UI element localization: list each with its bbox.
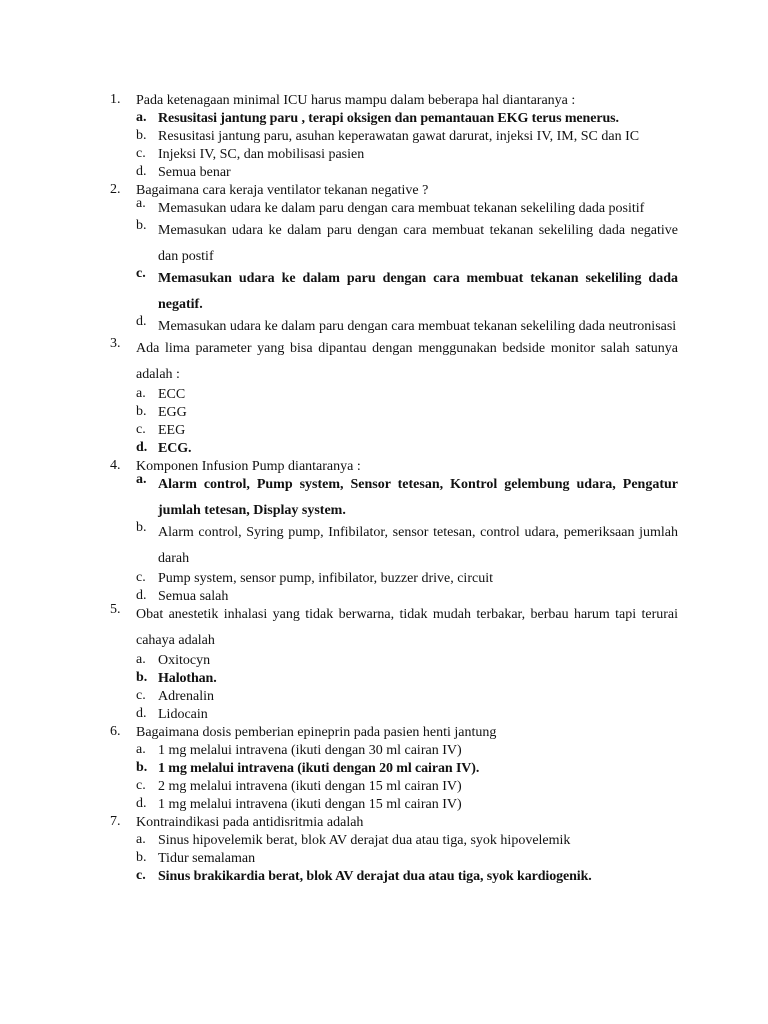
- answer-option-c: [0, 868, 768, 886]
- correct-answer-text: Memasukan udara ke dalam paru dengan cara membuat tekanan sekeliling dada negatif.: [158, 271, 678, 312]
- option-letter: d.: [136, 706, 147, 721]
- answer-option-c: [0, 266, 768, 318]
- answer-option-c: [0, 422, 768, 440]
- option-text: ECC: [158, 387, 186, 402]
- answer-option-b: [0, 760, 768, 778]
- question-text: Ada lima parameter yang bisa dipantau dengan menggunakan bedside monitor salah satunya adalah :: [136, 341, 678, 382]
- option-letter: c.: [136, 778, 146, 793]
- option-letter: d.: [136, 314, 147, 329]
- option-text: Lidocain: [158, 707, 208, 722]
- answer-option-b: [0, 404, 768, 422]
- option-letter: a.: [136, 742, 146, 757]
- option-letter: b.: [136, 404, 147, 419]
- answer-option-b: [0, 218, 768, 270]
- answer-option-c: [0, 570, 768, 588]
- option-text: Resusitasi jantung paru, asuhan keperawatan gawat darurat, injeksi IV, IM, SC dan IC: [158, 129, 640, 144]
- option-letter: a.: [136, 472, 147, 487]
- question-text: Pada ketenagaan minimal ICU harus mampu dalam beberapa hal diantaranya :: [136, 93, 576, 108]
- option-text: Tidur semalaman: [158, 851, 256, 866]
- answer-option-d: [0, 164, 768, 182]
- option-text: Alarm control, Syring pump, Infibilator, sensor tetesan, control udara, pemeriksaan jumlah darah: [158, 525, 678, 566]
- option-text: Oxitocyn: [158, 653, 211, 668]
- answer-option-a: [0, 832, 768, 850]
- answer-option-b: [0, 520, 768, 572]
- option-text: Semua salah: [158, 589, 229, 604]
- option-text: Memasukan udara ke dalam paru dengan cara membuat tekanan sekeliling dada neutronisasi: [158, 319, 677, 334]
- option-text: 1 mg melalui intravena (ikuti dengan 15 ml cairan IV): [158, 797, 462, 812]
- question-text: Komponen Infusion Pump diantaranya :: [136, 459, 361, 474]
- option-letter: b.: [136, 760, 148, 775]
- question-5: [0, 602, 768, 724]
- answer-option-d: [0, 706, 768, 724]
- correct-answer-text: Alarm control, Pump system, Sensor tetesan, Kontrol gelembung udara, Pengatur jumlah tetesan, Display system.: [158, 477, 678, 518]
- option-letter: c.: [136, 266, 146, 281]
- answer-option-a: [0, 110, 768, 128]
- option-text: Pump system, sensor pump, infibilator, buzzer drive, circuit: [158, 571, 493, 586]
- question-row: [0, 814, 768, 832]
- question-1: [0, 92, 768, 182]
- correct-answer-text: Resusitasi jantung paru , terapi oksigen dan pemantauan EKG terus menerus.: [158, 111, 619, 126]
- answer-option-c: [0, 778, 768, 796]
- option-letter: c.: [136, 688, 146, 703]
- correct-answer-text: Sinus brakikardia berat, blok AV derajat dua atau tiga, syok kardiogenik.: [158, 869, 592, 884]
- option-letter: d.: [136, 588, 147, 603]
- quiz-list: [0, 92, 768, 886]
- question-3: [0, 336, 768, 458]
- option-text: Adrenalin: [158, 689, 214, 704]
- answer-option-b: [0, 128, 768, 146]
- question-row: [0, 724, 768, 742]
- question-6: [0, 724, 768, 814]
- question-number: 3.: [110, 336, 121, 351]
- question-4: [0, 458, 768, 606]
- question-text: Bagaimana cara keraja ventilator tekanan negative ?: [136, 183, 429, 198]
- option-letter: c.: [136, 570, 146, 585]
- option-text: Injeksi IV, SC, dan mobilisasi pasien: [158, 147, 365, 162]
- option-text: Memasukan udara ke dalam paru dengan cara membuat tekanan sekeliling dada positif: [158, 201, 645, 216]
- question-number: 5.: [110, 602, 121, 617]
- option-letter: d.: [136, 796, 147, 811]
- answer-option-a: [0, 742, 768, 760]
- answer-option-b: [0, 670, 768, 688]
- answer-option-c: [0, 146, 768, 164]
- answer-option-a: [0, 386, 768, 404]
- option-letter: c.: [136, 868, 146, 883]
- question-number: 1.: [110, 92, 121, 107]
- option-letter: b.: [136, 520, 147, 535]
- option-text: 2 mg melalui intravena (ikuti dengan 15 ml cairan IV): [158, 779, 462, 794]
- correct-answer-text: 1 mg melalui intravena (ikuti dengan 20 ml cairan IV).: [158, 761, 480, 776]
- answer-option-c: [0, 688, 768, 706]
- option-letter: d.: [136, 440, 148, 455]
- option-text: EGG: [158, 405, 187, 420]
- option-text: EEG: [158, 423, 186, 438]
- question-text: Bagaimana dosis pemberian epineprin pada pasien henti jantung: [136, 725, 497, 740]
- option-text: 1 mg melalui intravena (ikuti dengan 30 ml cairan IV): [158, 743, 462, 758]
- option-text: Semua benar: [158, 165, 231, 180]
- question-number: 2.: [110, 182, 121, 197]
- option-letter: b.: [136, 128, 147, 143]
- answer-option-b: [0, 850, 768, 868]
- correct-answer-text: Halothan.: [158, 671, 217, 686]
- option-letter: b.: [136, 670, 148, 685]
- option-text: Sinus hipovelemik berat, blok AV derajat dua atau tiga, syok hipovelemik: [158, 833, 571, 848]
- question-number: 4.: [110, 458, 121, 473]
- question-text: Kontraindikasi pada antidisritmia adalah: [136, 815, 364, 830]
- option-text: Memasukan udara ke dalam paru dengan cara membuat tekanan sekeliling dada negative dan postif: [158, 223, 678, 264]
- answer-option-a: [0, 652, 768, 670]
- option-letter: d.: [136, 164, 147, 179]
- option-letter: a.: [136, 196, 146, 211]
- answer-option-a: [0, 472, 768, 524]
- option-letter: b.: [136, 218, 147, 233]
- option-letter: c.: [136, 422, 146, 437]
- option-letter: a.: [136, 386, 146, 401]
- question-row: [0, 602, 768, 654]
- question-2: [0, 182, 768, 340]
- option-letter: a.: [136, 832, 146, 847]
- question-row: [0, 336, 768, 388]
- question-row: [0, 92, 768, 110]
- correct-answer-text: ECG.: [158, 441, 192, 456]
- option-letter: b.: [136, 850, 147, 865]
- question-7: [0, 814, 768, 886]
- question-text: Obat anestetik inhalasi yang tidak berwarna, tidak mudah terbakar, berbau harum tapi terurai cahaya adalah: [136, 607, 678, 648]
- option-letter: c.: [136, 146, 146, 161]
- option-letter: a.: [136, 110, 147, 125]
- answer-option-d: [0, 796, 768, 814]
- answer-option-d: [0, 440, 768, 458]
- question-number: 7.: [110, 814, 121, 829]
- option-letter: a.: [136, 652, 146, 667]
- question-number: 6.: [110, 724, 121, 739]
